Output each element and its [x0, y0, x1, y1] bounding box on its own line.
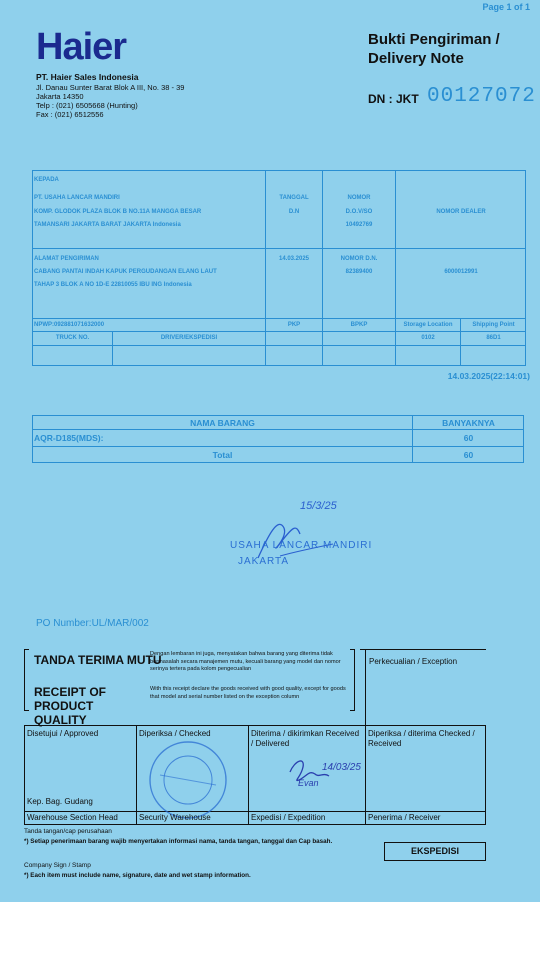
- approved-label: Disetujui / Approved: [27, 729, 99, 738]
- expedition-label: Expedisi / Expedition: [251, 813, 326, 822]
- npwp: NPWP:092881071632000: [34, 322, 105, 328]
- total-label: Total: [212, 450, 233, 460]
- checked-label: Diperiksa / Checked: [139, 729, 211, 738]
- column-name: NAMA BARANG: [190, 418, 255, 428]
- ship-date: 14.03.2025: [278, 256, 310, 262]
- shipping-point-label: Shipping Point: [472, 322, 515, 328]
- receipt-text-en: With this receipt declare the goods received with good quality, except for goods that model and serial number listed on the exception column: [150, 686, 346, 700]
- ship-label: ALAMAT PENGIRIMAN: [34, 256, 99, 262]
- security-label: Security Warehouse: [139, 813, 211, 822]
- pkp-label: PKP: [287, 322, 301, 328]
- sign-note-en: Company Sign / Stamp: [24, 862, 91, 869]
- truck-no-label: TRUCK NO.: [55, 335, 90, 341]
- warehouse-head-label-en: Warehouse Section Head: [27, 813, 118, 822]
- bpkp-label: BPKP: [350, 322, 368, 328]
- address-line: Fax : (021) 6512556: [36, 110, 104, 119]
- driver-label: DRIVER/EKSPEDISI: [160, 335, 218, 341]
- address-line: Jl. Danau Sunter Barat Blok A III, No. 38 - 39: [36, 83, 185, 92]
- kepada-label: KEPADA: [34, 177, 59, 183]
- haier-logo: Haier: [36, 26, 127, 68]
- dn-label: DN : JKT: [368, 92, 419, 106]
- dealer-value: 6000012991: [444, 269, 478, 275]
- print-timestamp: 14.03.2025(22:14:01): [447, 371, 530, 381]
- dealer-label: NOMOR DEALER: [436, 209, 486, 215]
- note-id: *) Setiap penerimaan barang wajib menyertakan informasi nama, tanda tangan, tanggal dan Cap basah.: [24, 838, 333, 845]
- received-delivered-label: Diterima / dikirimkan Received / Delivered: [251, 729, 360, 748]
- handwritten-signature: [285, 752, 360, 797]
- nomor-value: D.O.V/SO: [345, 209, 373, 215]
- dn-number-value: 82389400: [345, 269, 373, 275]
- sign-note-id: Tanda tangan/cap perusahaan: [24, 828, 112, 835]
- ship-address-2: TAHAP 3 BLOK A NO 1D-E 22810055 IBU ING Indonesia: [34, 282, 192, 288]
- stamp-city: JAKARTA: [238, 556, 290, 567]
- title-line-2: Delivery Note: [368, 50, 464, 67]
- address-line: Jakarta 14350: [36, 92, 84, 101]
- storage-location-label: Storage Location: [403, 322, 453, 328]
- column-qty: BANYAKNYA: [442, 418, 495, 428]
- total-value: 60: [463, 450, 474, 460]
- handwritten-name: Evan: [298, 778, 319, 788]
- recipient-address-1: KOMP. GLODOK PLAZA BLOK B NO.11A MANGGA BESAR: [34, 209, 202, 215]
- recipient-address-2: TAMANSARI JAKARTA BARAT JAKARTA Indonesia: [34, 222, 181, 228]
- stamp-company: USAHA LANCAR MANDIRI: [230, 540, 373, 551]
- tanggal-value: D.N: [288, 209, 300, 215]
- company-name: PT. Haier Sales Indonesia: [36, 72, 139, 82]
- receipt-text-id: Dengan lembaran ini juga, menyatakan bahwa barang yang diterima tidak bermasalah secara manajemen mutu, kecuali barang yang model dan nomor serinya tertera pada kolom pengecualian: [150, 651, 341, 672]
- copy-label: EKSPEDISI: [384, 842, 486, 861]
- dn-number-label: NOMOR D.N.: [340, 256, 378, 262]
- warehouse-head-label-id: Kep. Bag. Gudang: [27, 797, 93, 806]
- exception-rule: [360, 649, 486, 650]
- address-line: Telp : (021) 6505668 (Hunting): [36, 101, 138, 110]
- nomor-value: 10492769: [345, 222, 373, 228]
- dn-number: 00127072: [427, 85, 536, 108]
- receipt-bracket-right: [350, 649, 355, 711]
- ship-address-1: CABANG PANTAI INDAH KAPUK PERGUDANGAN ELANG LAUT: [34, 269, 217, 275]
- shipping-point-value: 86D1: [486, 335, 501, 341]
- haier-company-stamp: [140, 735, 236, 821]
- receipt-title-id: TANDA TERIMA MUTU: [34, 653, 162, 667]
- receiver-label: Penerima / Receiver: [368, 813, 441, 822]
- receipt-title-en: RECEIPT OF PRODUCT QUALITY: [34, 685, 107, 727]
- checked-received-label: Diperiksa / diterima Checked / Received: [368, 729, 475, 748]
- exception-divider: [365, 650, 366, 725]
- note-en: *) Each item must include name, signature, date and wet stamp information.: [24, 872, 251, 879]
- handwritten-date: 14/03/25: [322, 762, 361, 773]
- page-number: Page 1 of 1: [482, 2, 530, 12]
- sign-date: 15/3/25: [300, 500, 337, 512]
- nomor-label: NOMOR: [347, 195, 371, 201]
- po-number: PO Number:UL/MAR/002: [36, 618, 149, 629]
- document-title: [368, 30, 500, 68]
- receipt-bracket-left: [24, 649, 29, 711]
- exception-label: Perkecualian / Exception: [369, 657, 458, 666]
- title-line-1: Bukti Pengiriman /: [368, 31, 500, 48]
- recipient-name: PT. USAHA LANCAR MANDIRI: [34, 195, 120, 201]
- item-qty: 60: [463, 433, 474, 443]
- item-name: AQR-D185(MDS):: [34, 433, 104, 443]
- tanggal-label: TANGGAL: [279, 195, 309, 201]
- storage-location-value: 0102: [421, 335, 435, 341]
